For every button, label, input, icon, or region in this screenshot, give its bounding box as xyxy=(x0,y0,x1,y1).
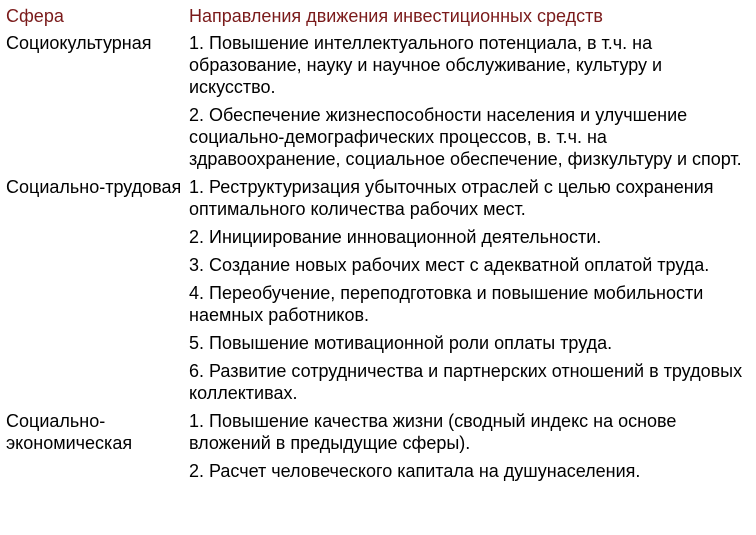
direction-item: 1. Повышение качества жизни (сводный индекс на основе вложений в предыдущие сферы). xyxy=(189,411,677,453)
direction-item: 2. Расчет человеческого капитала на душунаселения. xyxy=(189,461,641,481)
directions-list xyxy=(189,32,756,176)
direction-item: 2. Инициирование инновационной деятельности. xyxy=(189,227,602,247)
header-directions: Направления движения инвестиционных средств xyxy=(189,6,603,26)
direction-item: 3. Создание новых рабочих мест с адекватной оплатой труда. xyxy=(189,255,710,275)
direction-item: 5. Повышение мотивационной роли оплаты труда. xyxy=(189,333,613,353)
direction-item: 2. Обеспечение жизнеспособности населения и улучшение социально-демографических процессов, в. т.ч. на здравоохранение, социальное обеспечение, физкультуру и спорт. xyxy=(189,105,742,169)
sphere-name: Социокультурная xyxy=(6,33,152,53)
direction-item: 4. Переобучение, переподготовка и повышение мобильности наемных работников. xyxy=(189,283,704,325)
direction-item: 6. Развитие сотрудничества и партнерских отношений в трудовых коллективах. xyxy=(189,361,743,403)
direction-item: 1. Повышение интеллектуального потенциала, в т.ч. на образование, науку и научное обслуживание, культуру и искусство. xyxy=(189,33,663,97)
header-sphere: Сфера xyxy=(6,6,64,26)
direction-item: 1. Реструктуризация убыточных отраслей с целью сохранения оптимального количества рабочих мест. xyxy=(189,177,714,219)
directions-list xyxy=(189,410,756,488)
section-socio-economic xyxy=(0,410,756,488)
sphere-name: Социально-экономическая xyxy=(6,411,133,453)
sphere-name: Социально-трудовая xyxy=(6,177,182,197)
table-header xyxy=(0,0,756,32)
section-social-labor xyxy=(0,176,756,410)
section-sociocultural xyxy=(0,32,756,176)
directions-list xyxy=(189,176,756,410)
